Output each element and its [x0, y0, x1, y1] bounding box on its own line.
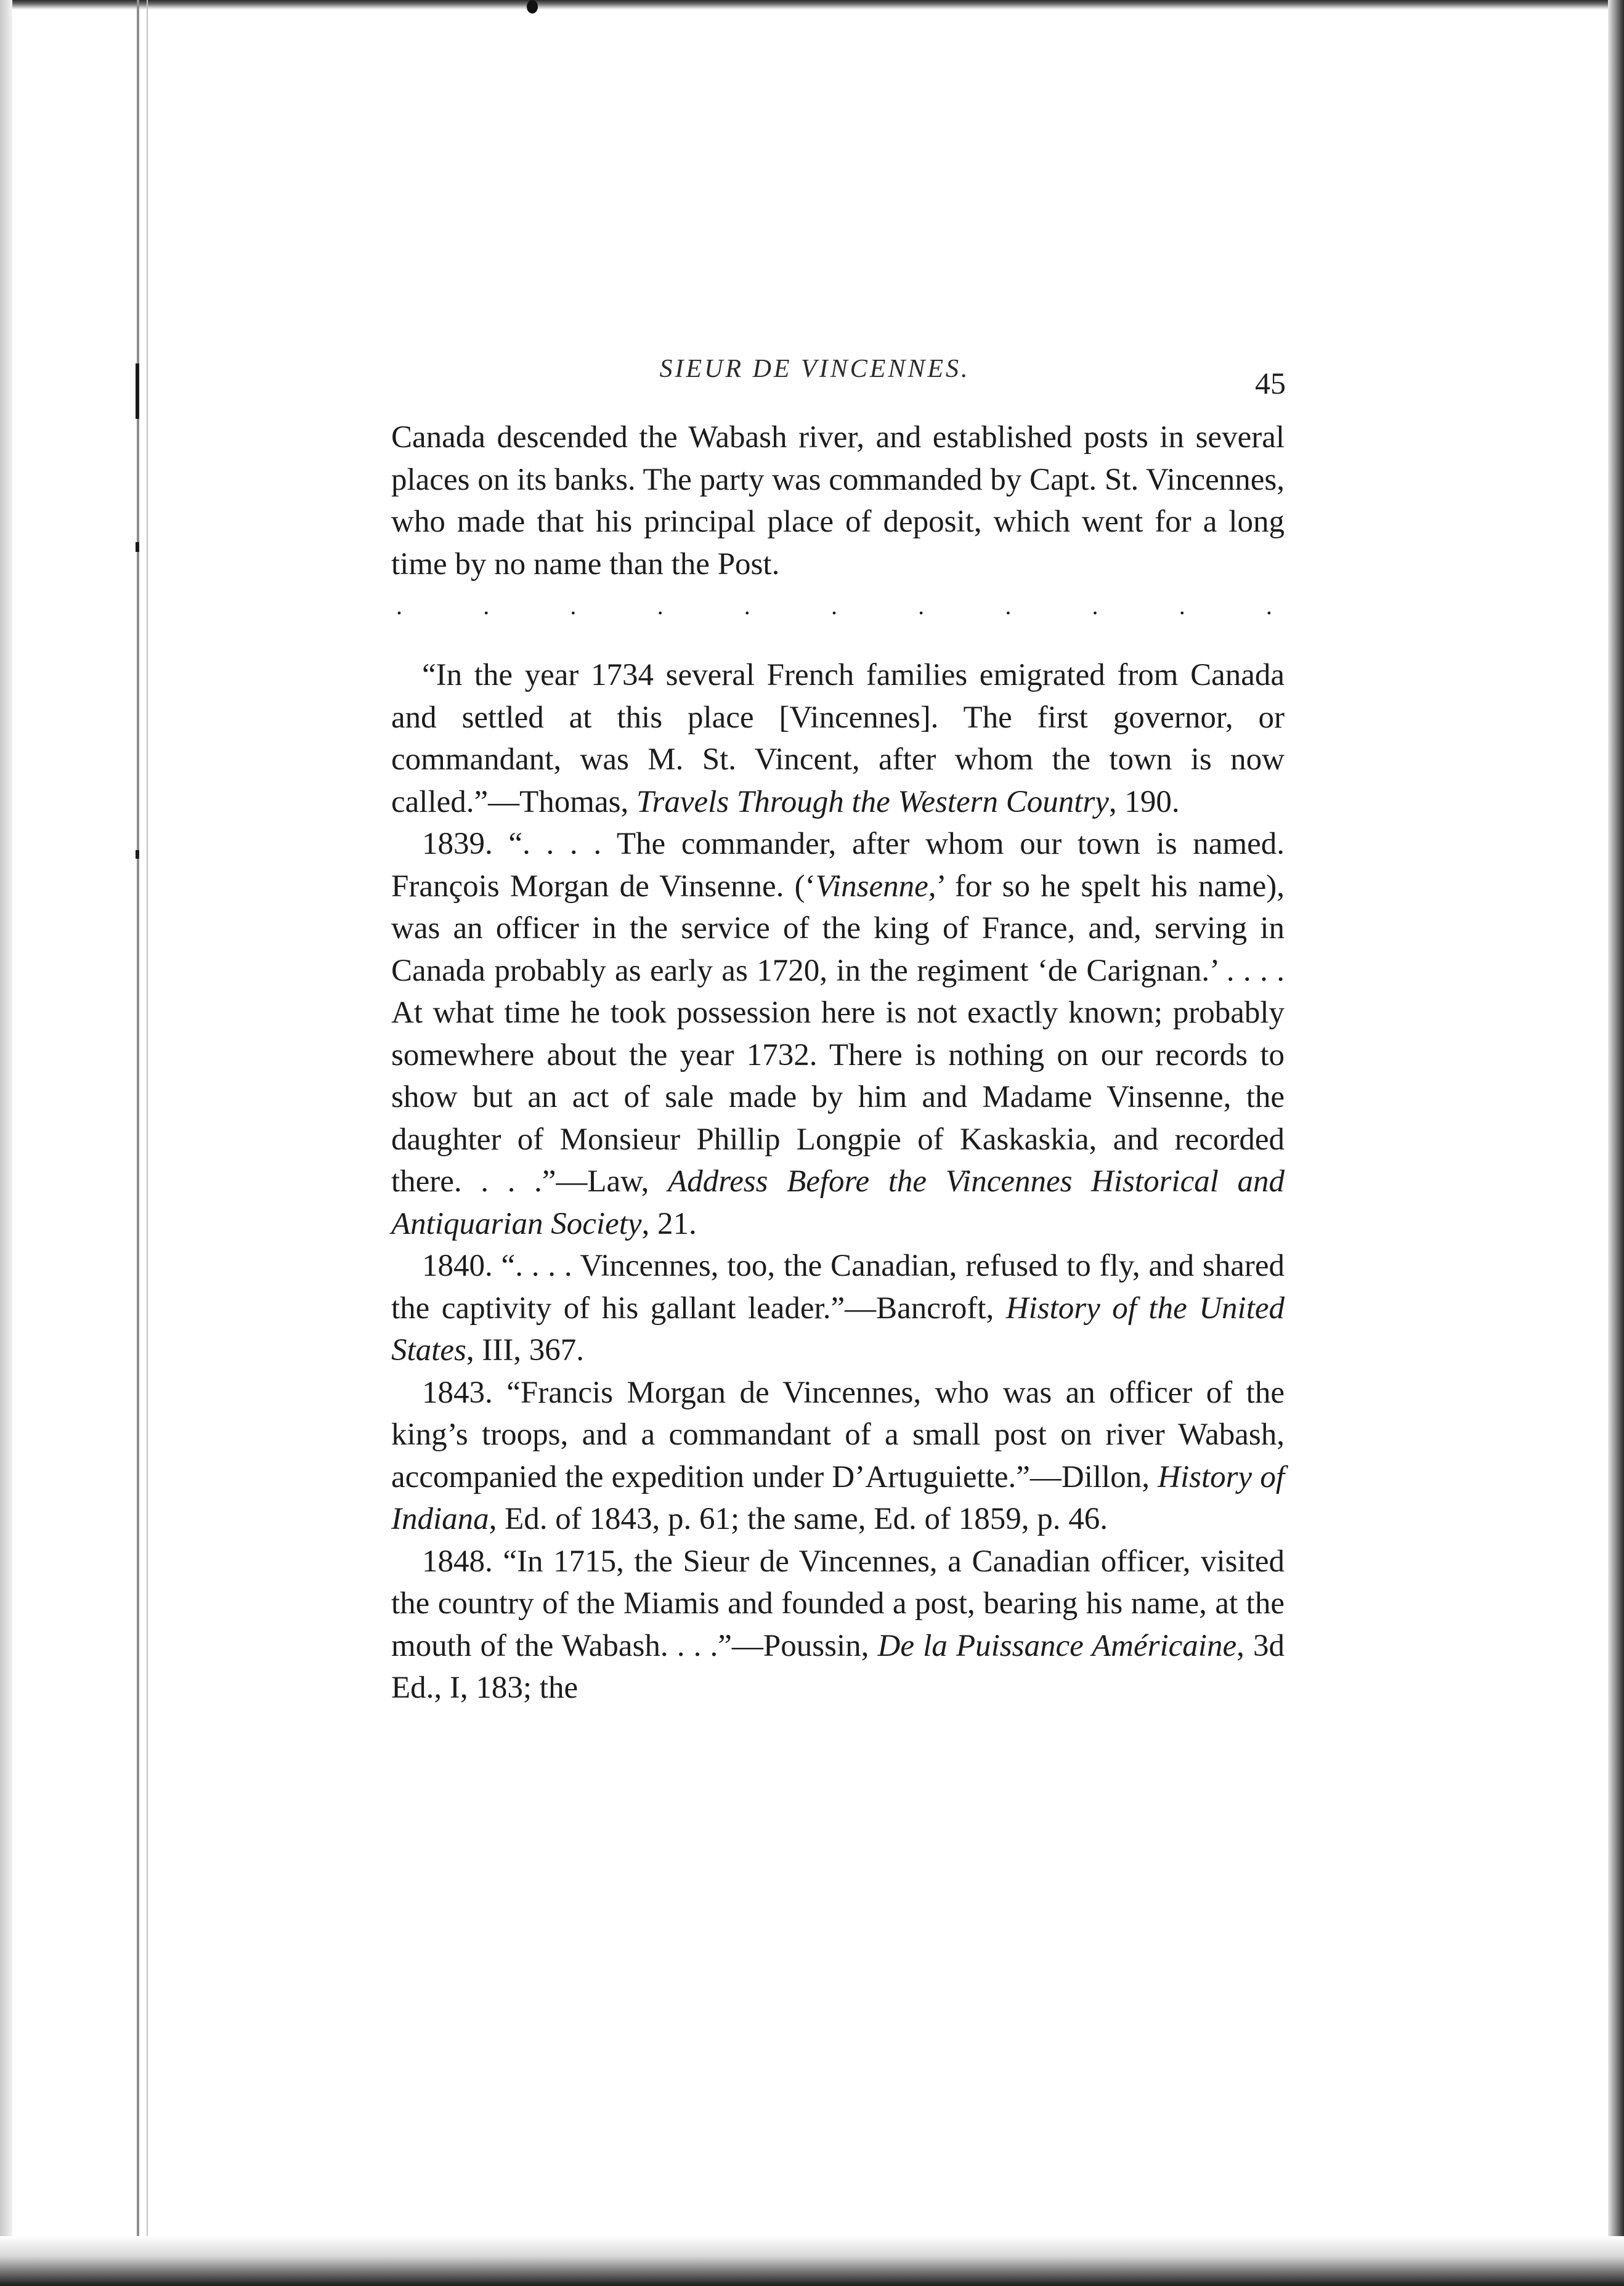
- scan-right-edge: [1608, 0, 1624, 2286]
- text-run: , 3d Ed., I, 183; the: [391, 1628, 1285, 1705]
- paragraph: [391, 1372, 1285, 1541]
- text-run: ’ for so he spelt his name), was an officer in the service of the king of France, and, serving in Canada probably as early as 1720, in the regiment ‘de Carignan.’ . . . . At what time he took possession here is not exactly known; probably somewhere about the year 1732. There is nothing on our records to show but an act of sale made by him and Madame Vinsenne, the daughter of Monsieur Phillip Longpie of Kaskaskia, and recorded there. . . .”—Law,: [391, 869, 1285, 1199]
- ellipsis-dot: .: [483, 592, 490, 620]
- italic-title: History of the United States: [391, 1291, 1285, 1368]
- ellipsis-dot: .: [1005, 592, 1012, 620]
- text-run: 1840. “. . . . Vincennes, too, the Canadian, refused to fly, and shared the captivity of his gallant leader.”—Bancroft,: [391, 1249, 1285, 1326]
- italic-title: Address Before the Vincennes Historical and Antiquarian Society: [391, 1164, 1285, 1241]
- text-run: 1839. “. . . . The commander, after whom our town is named. François Morgan de Vinsenne. (‘: [391, 827, 1285, 904]
- paragraph: [391, 1245, 1285, 1372]
- ellipsis-dot: .: [830, 592, 837, 620]
- body-text: [391, 416, 1285, 1709]
- paragraph: [391, 823, 1285, 1245]
- ellipsis-dot: .: [744, 592, 750, 620]
- text-run: , Ed. of 1843, p. 61; the same, Ed. of 1859, p. 46.: [489, 1502, 1108, 1536]
- italic-title: Travels Through the Western Country: [636, 784, 1109, 819]
- ellipsis-dot: .: [918, 592, 925, 620]
- italic-title: History of Indiana: [391, 1459, 1285, 1536]
- running-head: [391, 348, 1286, 400]
- ellipsis-dot: .: [1179, 592, 1185, 620]
- scan-left-shadow: [0, 0, 12, 2286]
- text-run: , 21.: [641, 1206, 697, 1241]
- binding-mark: [136, 850, 139, 859]
- binding-line-inner: [147, 0, 148, 2286]
- page-number: 45: [1255, 366, 1286, 400]
- scan-top-edge: [0, 0, 1624, 10]
- text-run: 1843. “Francis Morgan de Vincennes, who was an officer of the king’s troops, and a commandant of a small post on river Wabash, accompanied the expedition under D’Artuguiette.”—Dillon,: [391, 1375, 1285, 1494]
- text-run: Canada descended the Wabash river, and established posts in several places on its banks. The party was commanded by Capt. St. Vincennes, who made that his principal place of deposit, which went for a long time by no name than the Post.: [391, 420, 1285, 582]
- binding-mark: [136, 542, 139, 552]
- binding-mark: [136, 363, 139, 419]
- text-run: 1848. “In 1715, the Sieur de Vincennes, a Canadian officer, visited the country of the Miamis and founded a post, bearing his name, at the mouth of the Wabash. . . .”—Poussin,: [391, 1544, 1285, 1663]
- italic-title: Vinsenne,: [815, 869, 936, 904]
- text-run: “In the year 1734 several French families emigrated from Canada and settled at this place [Vincennes]. The first governor, or commandant, was M. St. Vincent, after whom the town is now called.”—Thomas,: [391, 658, 1285, 819]
- scan-bottom-edge: [0, 2236, 1624, 2286]
- paragraph: [391, 1541, 1285, 1709]
- text-run: , III, 367.: [466, 1333, 585, 1368]
- running-head-title: SIEUR DE VINCENNES.: [659, 355, 970, 383]
- ellipsis-dot: .: [396, 592, 402, 620]
- italic-title: De la Puissance Américaine: [877, 1628, 1237, 1663]
- ellipsis-dot: .: [1092, 592, 1098, 620]
- ellipsis-dot: .: [1265, 592, 1272, 620]
- text-run: , 190.: [1108, 784, 1180, 819]
- paragraph: [391, 416, 1285, 585]
- ellipsis-dot: .: [570, 592, 577, 620]
- ellipsis-dot: .: [657, 592, 664, 620]
- paragraph: [391, 654, 1285, 823]
- binding-line: [137, 0, 139, 2286]
- ellipsis-separator: [391, 585, 1285, 627]
- scan-top-dot: [527, 0, 538, 14]
